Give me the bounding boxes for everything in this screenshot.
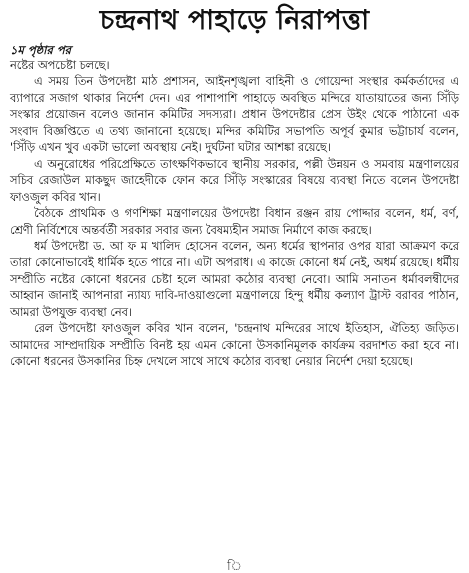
article-paragraph-6: রেল উপদেষ্টা ফাওজুল কবির খান বলেন, 'চন্দ্রনাথ মন্দিরের সাথে ইতিহাস, ঐতিহ্য জড়িত। আমাদের সাম্প্রদায়িক সম্প্রীতি বিনষ্ট হয় এমন কোনো উসকানিমূলক কার্যক্রম বরদাশত করা হবে না। কোনো ধরনের উসকানির চিহ্ন দেখলে সাথে সাথে কঠোর ব্যবস্থা নেয়ার নির্দেশ দেয়া হয়েছে। (10, 322, 459, 369)
article-paragraph-2: এ সময় তিন উপদেষ্টা মাঠ প্রশাসন, আইনশৃঙ্খলা বাহিনী ও গোয়েন্দা সংস্থার কর্মকর্তাদের এ ব্যাপারে সজাগ থাকার নির্দেশ দেন। এর পাশাপাশি পাহাড়ে অবস্থিত মন্দিরে যাতায়াতের জন্য সিঁড়ি সংস্কার প্রয়োজন বলেও জানান কমিটির সদস্যরা। প্রধান উপদেষ্টার প্রেস উইং থেকে পাঠানো এক সংবাদ বিজ্ঞপ্তিতে এ তথ্য জানানো হয়েছে। মন্দির কমিটির সভাপতি অপূর্ব কুমার ভট্টাচার্য বলেন, 'সিঁড়ি এখন খুব একটা ভালো অবস্থায় নেই। দুর্ঘটনা ঘটার আশঙ্কা রয়েছে। (10, 75, 459, 155)
headline: চন্দ্রনাথ পাহাড়ে নিরাপত্তা (99, 5, 370, 36)
continued-from-label: ১ম পৃষ্ঠার পর (10, 43, 71, 57)
cut-off-next-line: ি (227, 559, 242, 573)
article-paragraph-3: এ অনুরোধের পরিপ্রেক্ষিতে তাৎক্ষণিকভাবে স্থানীয় সরকার, পল্লী উন্নয়ন ও সমবায় মন্ত্রণালয়ের সচিব রেজাউল মাকছুদ জাহেদীকে ফোন করে সিঁড়ি সংস্কারের বিষয়ে ব্যবস্থা নিতে বলেন উপদেষ্টা ফাওজুল কবির খান। (10, 157, 459, 204)
article-paragraph-5: ধর্ম উপদেষ্টা ড. আ ফ ম খালিদ হোসেন বলেন, অন্য ধর্মের স্থাপনার ওপর যারা আক্রমণ করে তারা কোনোভাবেই ধার্মিক হতে পারে না। এটা অপরাধ। এ কাজে কোনো ধর্ম নেই, অধর্ম রয়েছে। ধর্মীয় সম্প্রীতি নষ্টের কোনো ধরনের চেষ্টা হলে আমরা কঠোর ব্যবস্থা নেবো। আমি সনাতন ধর্মাবলম্বীদের আহ্বান জানাই আপনারা ন্যায্য দাবি-দাওয়াগুলো মন্ত্রণালয়ে হিন্দু ধর্মীয় কল্যাণ ট্রাস্ট বরাবর পাঠান, আমরা উপযুক্ত ব্যবস্থা নেব। (10, 239, 459, 319)
article-body (10, 58, 459, 371)
article-paragraph-4: বৈঠকে প্রাথমিক ও গণশিক্ষা মন্ত্রণালয়ের উপদেষ্টা বিধান রঞ্জন রায় পোদ্দার বলেন, ধর্ম, বর্ণ, শ্রেণী নির্বিশেষে অন্তর্বর্তী সরকার সবার জন্য বৈষম্যহীন সমাজ নির্মাণে কাজ করছে। (10, 207, 459, 237)
article-paragraph-1: নষ্টের অপচেষ্টা চলছে। (10, 59, 110, 72)
